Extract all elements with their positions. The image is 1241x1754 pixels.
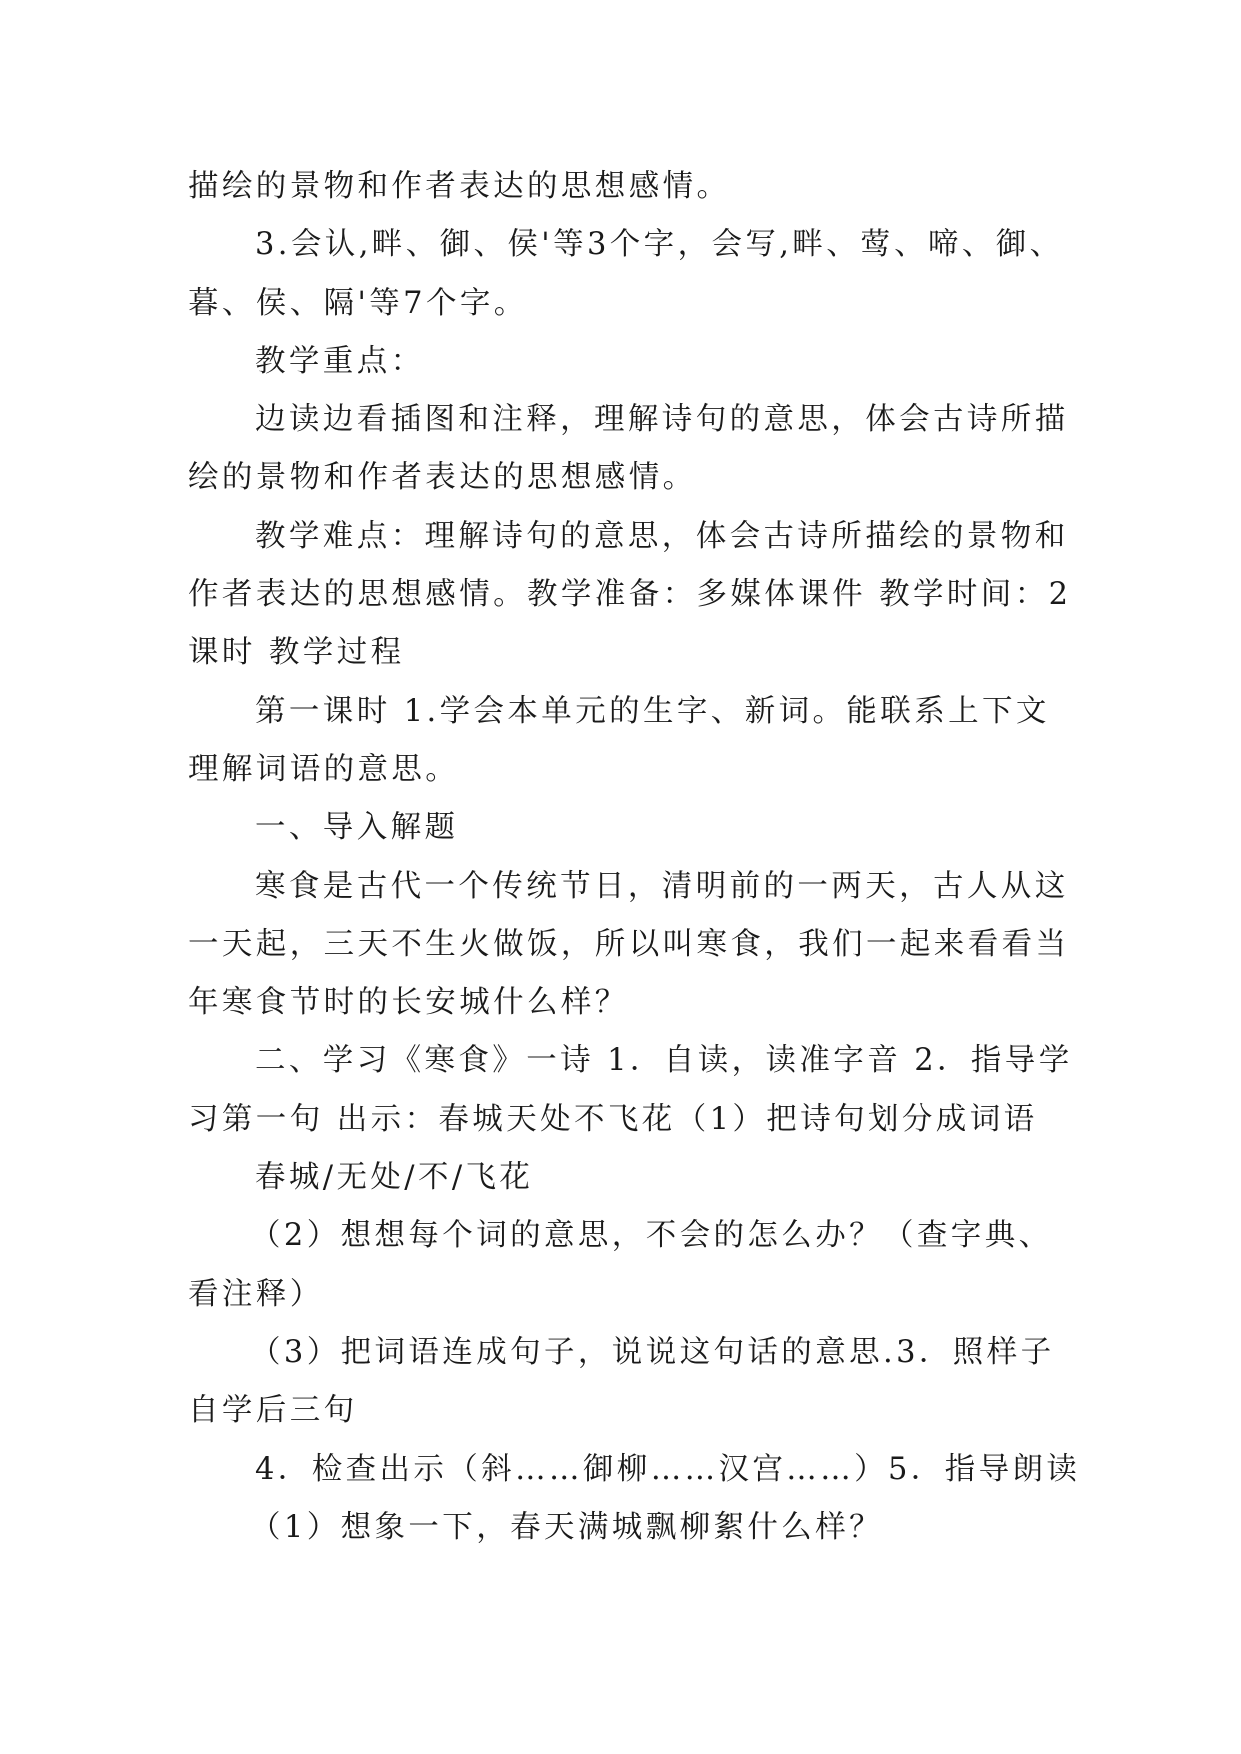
text-line: 课时 教学过程 [188,635,405,671]
text-line: 自学后三句 [188,1393,358,1429]
text-line: （1）想象一下，春天满城飘柳絮什么样？ [250,1509,884,1545]
text-line: 习第一句 出示：春城天处不飞花（1）把诗句划分成词语 [188,1101,1038,1137]
text-line: 年寒食节时的长安城什么样？ [188,985,629,1021]
text-line: 4．检查出示（斜……御柳……汉宫……）5．指导朗读 [255,1451,1081,1487]
section-heading: 一、导入解题 [255,810,459,846]
text-line: 寒食是古代一个传统节日，清明前的一两天，古人从这 [255,868,1069,904]
text-line: 第一课时 1.学会本单元的生字、新词。能联系上下文 [255,693,1050,729]
text-line: 教学难点：理解诗句的意思，体会古诗所描绘的景物和 [255,518,1069,554]
text-line: 一天起，三天不生火做饭，所以叫寒食，我们一起来看看当 [188,926,1070,962]
text-line: （3）把词语连成句子，说说这句话的意思.3．照样子 [250,1334,1055,1370]
text-line: 边读边看插图和注释，理解诗句的意思，体会古诗所描 [255,402,1069,438]
text-line: 3.会认,畔、御、侯'等3个字，会写,畔、莺、啼、御、 [255,227,1064,263]
section-heading: 教学重点： [255,343,425,379]
text-line: 二、学习《寒食》一诗 1．自读，读准字音 2．指导学 [255,1043,1073,1079]
text-line: 春城/无处/不/飞花 [255,1160,534,1196]
text-line: 理解词语的意思。 [188,751,460,787]
text-line: 看注释） [188,1276,324,1312]
text-line: 作者表达的思想感情。教学准备：多媒体课件 教学时间：2 [188,577,1072,613]
document-page [188,158,1081,1557]
text-line: （2）想想每个词的意思，不会的怎么办？（查字典、 [250,1218,1053,1254]
text-line: 描绘的景物和作者表达的思想感情。 [188,169,731,204]
text-line: 绘的景物和作者表达的思想感情。 [188,460,697,496]
text-line: 暮、侯、隔'等7个字。 [188,285,528,321]
